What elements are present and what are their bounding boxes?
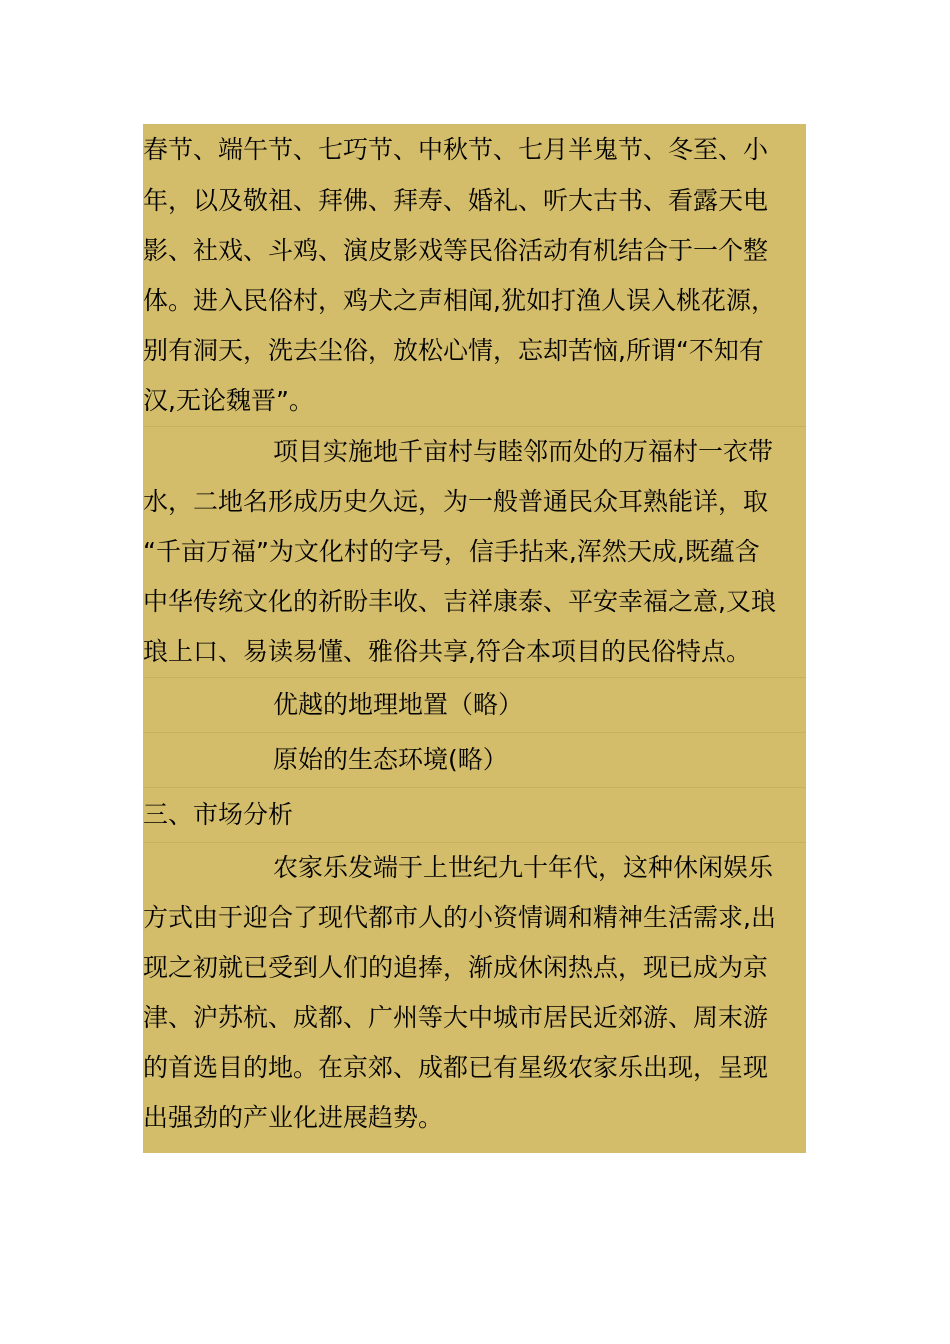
text-line: 的首选目的地。在京郊、成都已有星级农家乐出现，呈现 (143, 1053, 769, 1082)
paragraph-folk-festivals (143, 124, 806, 427)
text-line: 别有洞天，洗去尘俗，放松心情，忘却苦恼,所谓“不知有 (143, 336, 764, 365)
text-line: 琅上口、易读易懂、雅俗共享,符合本项目的民俗特点。 (143, 637, 751, 666)
text-line: 农家乐发端于上世纪九十年代，这种休闲娱乐 (273, 853, 774, 882)
text-line: 项目实施地千亩村与睦邻而处的万福村一衣带 (273, 437, 774, 466)
text-line: 优越的地理地置（略） (273, 690, 524, 719)
text-line: 水，二地名形成历史久远，为一般普通民众耳熟能详，取 (143, 487, 769, 516)
text-line: 春节、端午节、七巧节、中秋节、七月半鬼节、冬至、小 (143, 135, 769, 164)
paragraph-market-analysis (143, 843, 806, 1153)
text-line: 体。进入民俗村，鸡犬之声相闻,犹如打渔人误入桃花源， (143, 286, 776, 315)
text-line: 津、沪苏杭、成都、广州等大中城市居民近郊游、周末游 (143, 1003, 769, 1032)
document-body (143, 124, 806, 1153)
text-line: 影、社戏、斗鸡、演皮影戏等民俗活动有机结合于一个整 (143, 236, 769, 265)
text-line: 原始的生态环境(略） (273, 745, 508, 774)
text-line: 汉,无论魏晋”。 (143, 386, 314, 415)
heading-environment (143, 733, 806, 788)
text-line: “千亩万福”为文化村的字号，信手拈来,浑然天成,既蕴含 (143, 537, 760, 566)
text-line: 方式由于迎合了现代都市人的小资情调和精神生活需求,出 (143, 903, 776, 932)
text-line: 中华传统文化的祈盼丰收、吉祥康泰、平安幸福之意,又琅 (143, 587, 776, 616)
text-line: 出强劲的产业化进展趋势。 (143, 1103, 444, 1132)
section-title (143, 788, 806, 843)
paragraph-village-name (143, 427, 806, 678)
text-line: 三、市场分析 (143, 800, 294, 829)
text-line: 年，以及敬祖、拜佛、拜寿、婚礼、听大古书、看露天电 (143, 186, 769, 215)
heading-location (143, 678, 806, 733)
text-line: 现之初就已受到人们的追捧，渐成休闲热点，现已成为京 (143, 953, 769, 982)
